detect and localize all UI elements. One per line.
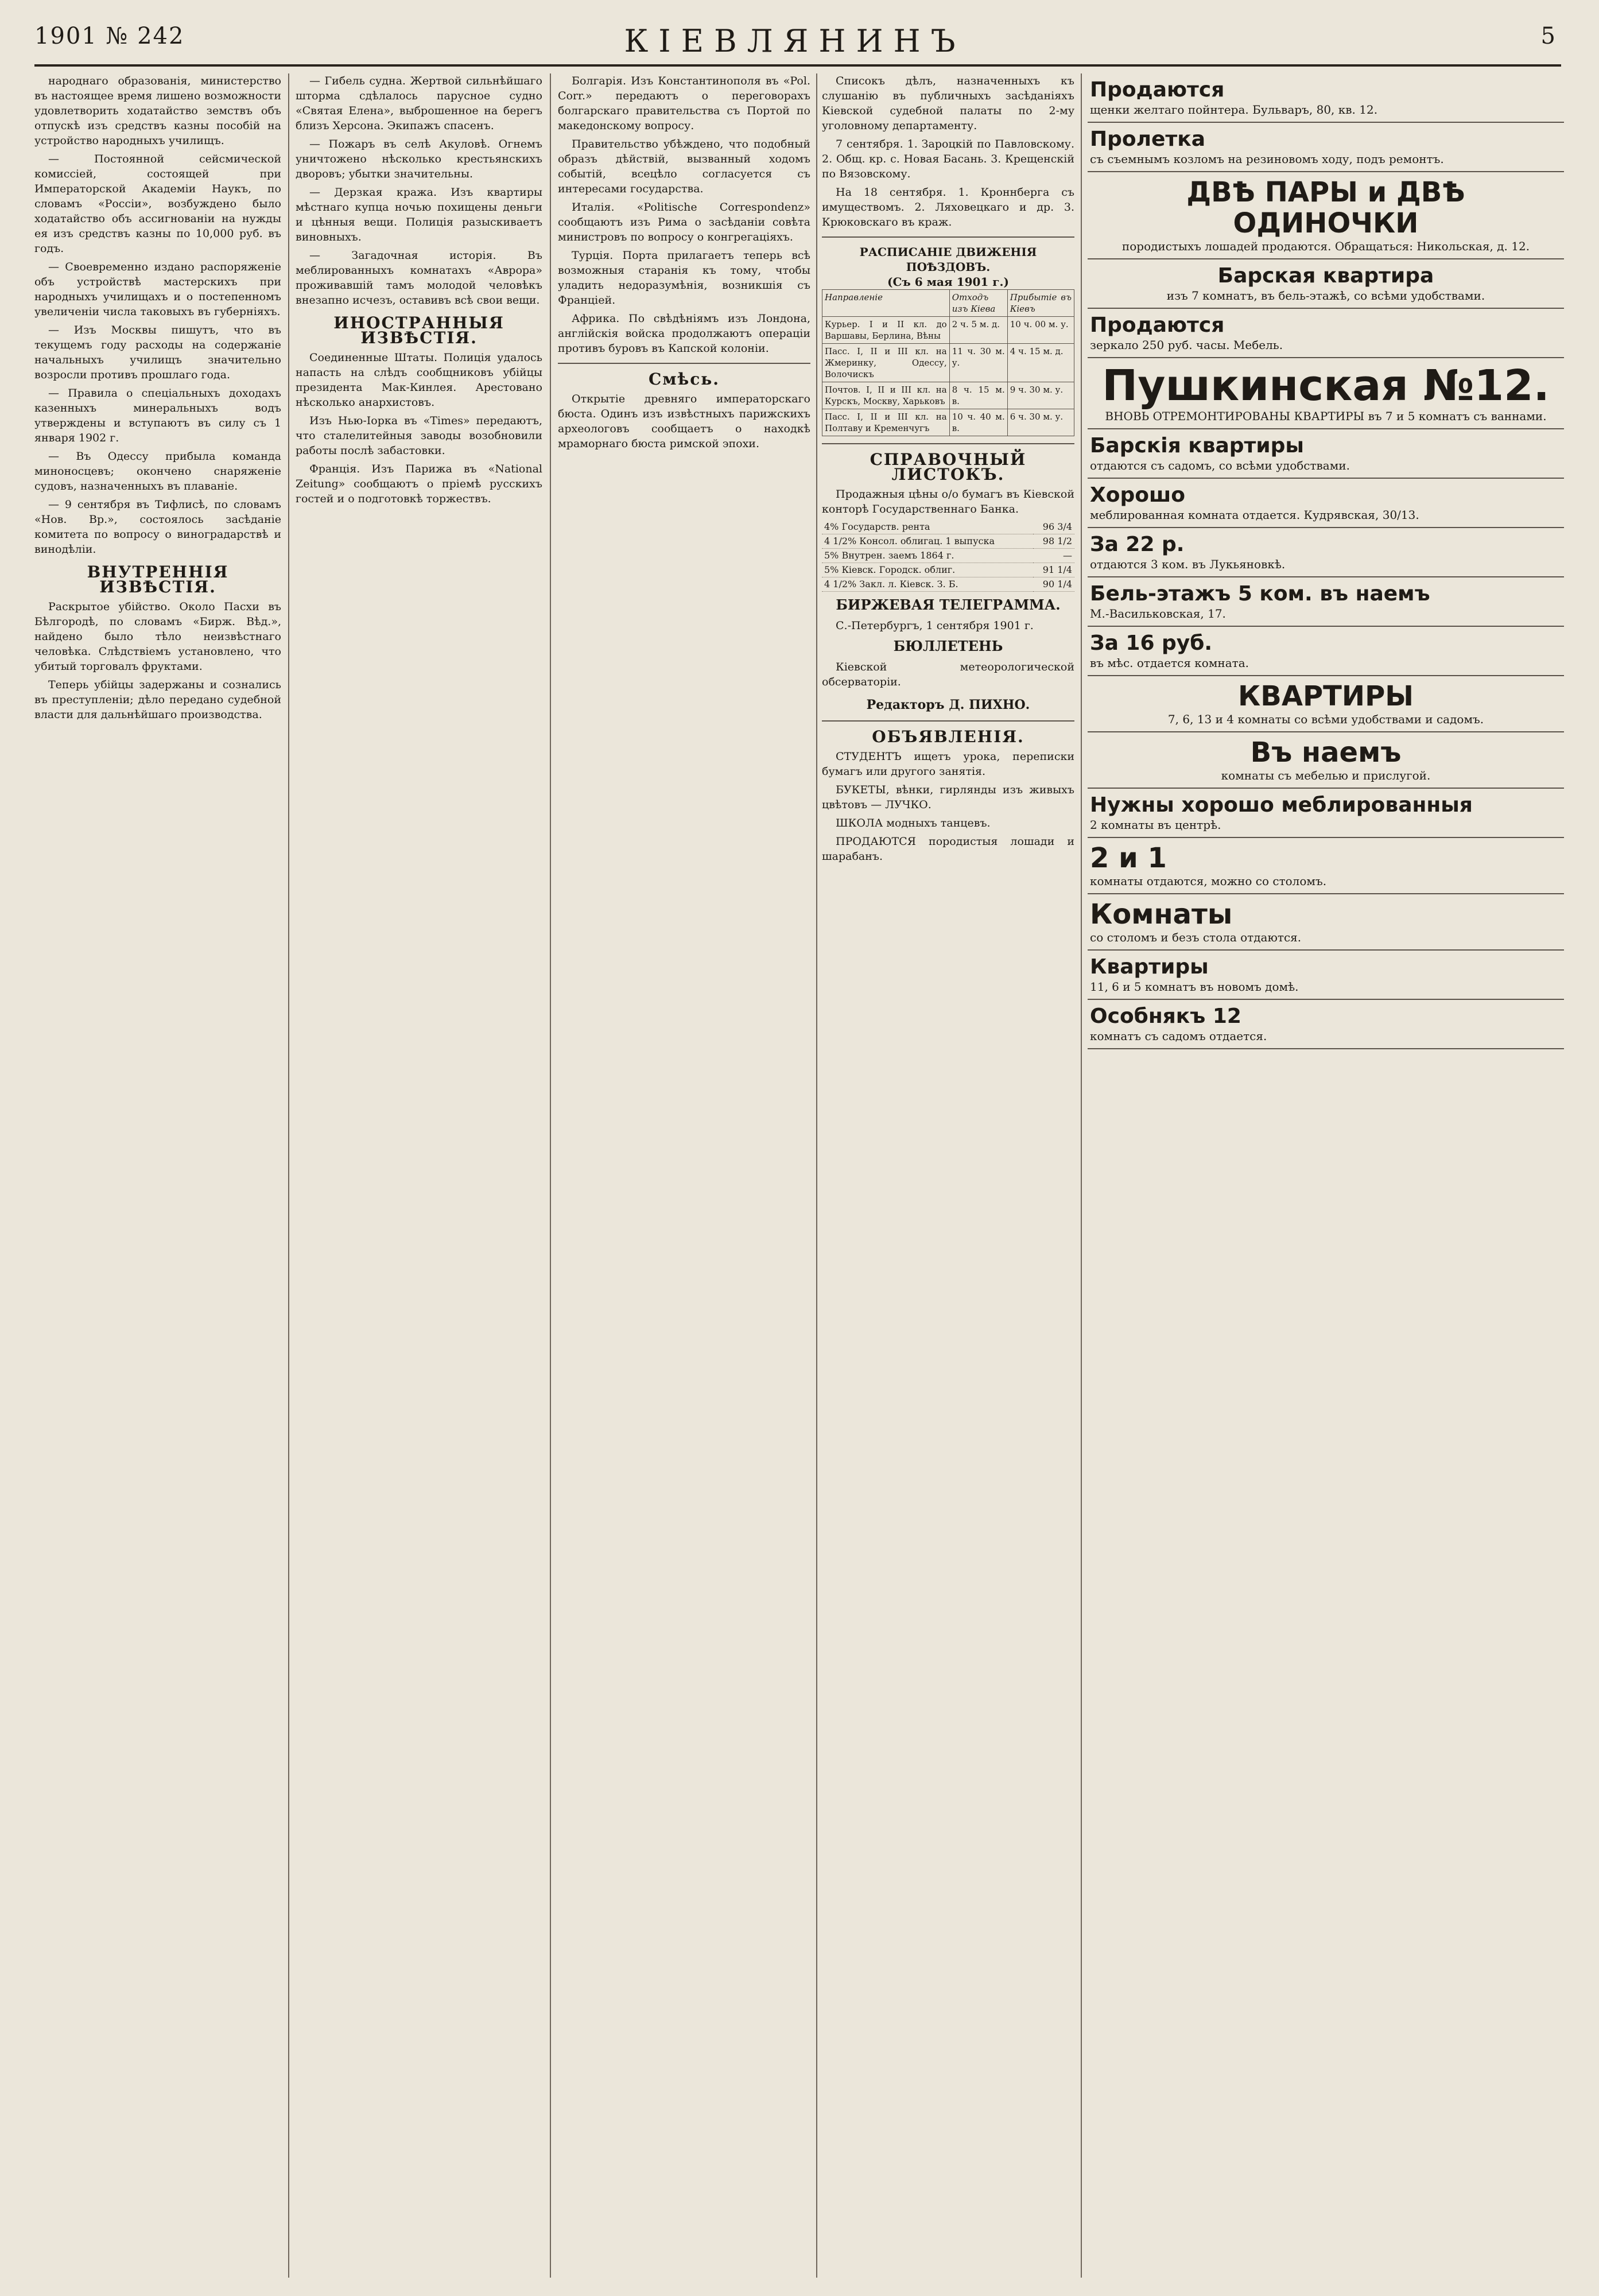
ad-block: [1088, 1000, 1564, 1049]
ad-text: со столомъ и безъ стола отдаются.: [1090, 930, 1302, 944]
timetable-cell: 11 ч. 30 м. у.: [949, 344, 1007, 382]
timetable-cell: Курьер. I и II кл. до Варшавы, Берлина, Вѣны: [822, 317, 950, 344]
column-1: [34, 73, 281, 2278]
paragraph: Соединенные Штаты. Полиція удалось напасть на слѣдъ сообщниковъ убійцы президента Мак-Кинлея. Арестовано нѣсколько анархистовъ.: [296, 351, 542, 409]
timetable-header: Направленіе: [822, 290, 950, 317]
newspaper-title: КІЕВЛЯНИНЪ: [624, 23, 966, 59]
paragraph: Африка. По свѣдѣніямъ изъ Лондона, англійскія войска продолжаютъ операціи противъ буровъ въ Капской колоніи.: [558, 312, 810, 355]
paragraph: Италія. «Politische Correspondenz» сообщаютъ изъ Рима о засѣданіи совѣта министровъ по вопросу о конгрегаціяхъ.: [558, 201, 810, 243]
timetable-cell: 8 ч. 15 м. в.: [949, 382, 1007, 409]
editor-signature: Редакторъ Д. ПИХНО.: [866, 697, 1030, 712]
paragraph: — Своевременно издано распоряженіе объ устройствѣ мастерскихъ при народныхъ училищахъ и о постепенномъ увеличеніи числа таковыхъ въ губерніяхъ.: [34, 261, 281, 318]
ad-headline: Хорошо: [1090, 483, 1185, 507]
timetable-cell: 10 ч. 40 м. в.: [949, 409, 1007, 436]
ad-block: [1088, 73, 1564, 123]
ad-text: 7, 6, 13 и 4 комнаты со всѣми удобствами и садомъ.: [1167, 712, 1484, 726]
ad-block: [1088, 309, 1564, 358]
ad-block: [1088, 894, 1564, 951]
ad-headline: Нужны хорошо меблированныя: [1090, 793, 1473, 817]
ad-headline: КВАРТИРЫ: [1238, 680, 1414, 712]
paragraph: — Пожаръ въ селѣ Акуловѣ. Огнемъ уничтожено нѣсколько крестьянскихъ дворовъ; убытки значительны.: [296, 138, 542, 180]
paragraph: Болгарія. Изъ Константинополя въ «Pol. Corr.» передаютъ о переговорахъ болгарскаго правительства съ Портой по македонскому вопросу.: [558, 75, 810, 132]
ad-block: [1088, 676, 1564, 732]
ad-headline: Комнаты: [1090, 898, 1233, 930]
ad-block: [1088, 358, 1564, 429]
paragraph: На 18 сентября. 1. Кроннберга съ имуществомъ. 2. Ляховецкаго и др. 3. Крюковскаго въ краж.: [822, 186, 1074, 228]
rate-label: 4 1/2% Консол. облигац. 1 выпуска: [822, 534, 1033, 549]
ad-headline: Бель-этажъ 5 ком. въ наемъ: [1090, 582, 1430, 606]
timetable-row: [822, 409, 1074, 436]
ad-headline: Квартиры: [1090, 955, 1209, 979]
section-title-domestic: ВНУТРЕННІЯ ИЗВѢСТІЯ.: [87, 563, 229, 596]
ad-block: [1088, 627, 1564, 676]
train-timetable: [822, 289, 1074, 436]
page-number: 5: [1540, 23, 1555, 49]
paragraph: народнаго образованія, министерство въ настоящее время лишено возможности удовлетворить ходатайство земствъ объ отпускѣ изъ средствъ казны пособій на устройство народныхъ училищъ.: [34, 75, 281, 147]
bond-rates-table: [822, 520, 1074, 592]
masthead: [34, 23, 1555, 63]
timetable-row: [822, 344, 1074, 382]
classified-ad: ШКОЛА модныхъ танцевъ.: [836, 817, 991, 829]
paragraph: Турція. Порта прилагаетъ теперь всѣ возможныя старанія къ тому, чтобы уладить недоразумѣнія, возникшія съ Франціей.: [558, 249, 810, 307]
ad-headline: Продаются: [1090, 313, 1225, 337]
timetable-cell: 6 ч. 30 м. у.: [1007, 409, 1074, 436]
ad-block: [1088, 951, 1564, 1000]
rate-row: [822, 520, 1074, 534]
column-divider: [550, 73, 551, 2278]
paragraph: Списокъ дѣлъ, назначенныхъ къ слушанію въ публичныхъ засѣданіяхъ Кіевской судебной палаты по 2-му уголовному департаменту.: [822, 75, 1074, 132]
exchange-telegram-title: БИРЖЕВАЯ ТЕЛЕГРАММА.: [836, 596, 1061, 613]
ad-text: въ мѣс. отдается комната.: [1090, 656, 1249, 670]
ad-block: [1088, 732, 1564, 789]
ad-text: изъ 7 комнатъ, въ бель-этажѣ, со всѣми удобствами.: [1166, 289, 1485, 302]
ad-headline: Пролетка: [1090, 127, 1206, 151]
ad-text: 2 комнаты въ центрѣ.: [1090, 818, 1221, 832]
paragraph: — Изъ Москвы пишутъ, что въ текущемъ году расходы на содержаніе начальныхъ училищъ значительно возросли противъ прошлаго года.: [34, 324, 281, 381]
rate-label: 4 1/2% Закл. л. Кіевск. З. Б.: [822, 577, 1033, 592]
ad-headline: Барскія квартиры: [1090, 434, 1304, 457]
timetable-cell: 10 ч. 00 м. у.: [1007, 317, 1074, 344]
ad-block: [1088, 259, 1564, 309]
ad-block: [1088, 479, 1564, 528]
paragraph: — Загадочная исторія. Въ меблированныхъ комнатахъ «Аврора» проживавшій тамъ молодой человѣкъ внезапно исчезъ, оставивъ всѣ свои вещи.: [296, 249, 542, 307]
column-2: [296, 73, 542, 2278]
ad-text: ВНОВЬ ОТРЕМОНТИРОВАНЫ КВАРТИРЫ въ 7 и 5 комнатъ съ ваннами.: [1105, 409, 1547, 423]
section-title-foreign: ИНОСТРАННЫЯ ИЗВѢСТІЯ.: [333, 313, 504, 347]
ad-text: отдаются 3 ком. въ Лукьяновкѣ.: [1090, 557, 1286, 571]
ad-text: щенки желтаго пойнтера. Бульваръ, 80, кв. 12.: [1090, 103, 1378, 117]
timetable-cell: 9 ч. 30 м. у.: [1007, 382, 1074, 409]
weather-bulletin-title: БЮЛЛЕТЕНЬ: [893, 638, 1003, 654]
ad-text: меблированная комната отдается. Кудрявская, 30/13.: [1090, 508, 1419, 522]
column-divider: [1081, 73, 1082, 2278]
rate-value: 96 3/4: [1033, 520, 1074, 534]
rate-value: 90 1/4: [1033, 577, 1074, 592]
timetable-title: РАСПИСАНІЕ ДВИЖЕНІЯ ПОѢЗДОВЪ.: [859, 245, 1037, 274]
rate-row: [822, 534, 1074, 549]
ad-headline: 2 и 1: [1090, 842, 1167, 874]
reference-sheet-title: СПРАВОЧНЫЙ ЛИСТОКЪ.: [870, 450, 1027, 484]
column-4: [822, 73, 1074, 2278]
paragraph: — Постоянной сейсмической комиссіей, состоящей при Императорской Академіи Наукъ, по словамъ «Россіи», возбуждено было ходатайство объ ассигнованіи на нужды ея изъ средствъ казны по 10,000 руб. въ годъ.: [34, 153, 281, 255]
ad-headline: За 22 р.: [1090, 533, 1185, 556]
ad-text: породистыхъ лошадей продаются. Обращаться: Никольская, д. 12.: [1121, 239, 1530, 253]
ad-text: съ съемнымъ козломъ на резиновомъ ходу, подъ ремонтъ.: [1090, 152, 1444, 166]
timetable-cell: 2 ч. 5 м. д.: [949, 317, 1007, 344]
timetable-subtitle: (Съ 6 мая 1901 г.): [887, 275, 1009, 289]
classified-ad: ПРОДАЮТСЯ породистыя лошади и шарабанъ.: [822, 835, 1074, 863]
rate-label: 4% Государств. рента: [822, 520, 1033, 534]
timetable-cell: Почтов. I, II и III кл. на Курскъ, Москву, Харьковъ: [822, 382, 950, 409]
paragraph: — 9 сентября въ Тифлисѣ, по словамъ «Нов. Вр.», состоялось засѣданіе комитета по вопросу о виноградарствѣ и винодѣліи.: [34, 498, 281, 556]
rate-row: [822, 563, 1074, 577]
issue-number: 1901 № 242: [34, 23, 185, 49]
rate-value: 91 1/4: [1033, 563, 1074, 577]
ad-text: комнаты съ мебелью и прислугой.: [1221, 769, 1431, 782]
ad-headline: ДВѢ ПАРЫ и ДВѢ ОДИНОЧКИ: [1186, 176, 1465, 239]
timetable-cell: Пасс. I, II и III кл. на Жмеринку, Одессу, Волочискъ: [822, 344, 950, 382]
rate-label: 5% Кіевск. Городск. облиг.: [822, 563, 1033, 577]
rate-label: 5% Внутрен. заемъ 1864 г.: [822, 549, 1033, 563]
paragraph: — Въ Одессу прибыла команда миноносцевъ; окончено снаряженіе судовъ, назначенныхъ въ плаваніе.: [34, 450, 281, 492]
ad-headline: Продаются: [1090, 78, 1225, 102]
ad-block: [1088, 838, 1564, 894]
rate-row: [822, 549, 1074, 563]
header-rule: [34, 64, 1561, 67]
timetable-cell: Пасс. I, II и III кл. на Полтаву и Кременчугъ: [822, 409, 950, 436]
paragraph: 7 сентября. 1. Зароцкій по Павловскому. 2. Общ. кр. с. Новая Басань. 3. Крещенскій по Вязовскому.: [822, 138, 1074, 180]
ad-headline: Въ наемъ: [1250, 736, 1402, 769]
column-3: [558, 73, 810, 2278]
section-rule: [558, 363, 810, 364]
ad-block: [1088, 123, 1564, 172]
advertisement-column: [1088, 73, 1564, 2278]
weather-bulletin-text: Кіевской метеорологической обсерваторіи.: [822, 661, 1074, 688]
rates-intro: Продажныя цѣны о/о бумагъ въ Кіевской конторѣ Государственнаго Банка.: [822, 488, 1074, 515]
paragraph: Раскрытое убійство. Около Пасхи въ Бѣлгородѣ, по словамъ «Бирж. Вѣд.», найдено было тѣло неизвѣстнаго человѣка. Слѣдствіемъ установлено, что убитый торговалъ фруктами.: [34, 600, 281, 673]
timetable-cell: 4 ч. 15 м. д.: [1007, 344, 1074, 382]
rate-value: 98 1/2: [1033, 534, 1074, 549]
paragraph: Теперь убійцы задержаны и сознались въ преступленіи; дѣло передано судебной власти для дальнѣйшаго производства.: [34, 678, 281, 721]
paragraph: Открытіе древняго императорскаго бюста. Одинъ изъ извѣстныхъ парижскихъ археологовъ сообщаетъ о находкѣ мраморнаго бюста римской эпохи.: [558, 393, 810, 450]
ad-block: [1088, 577, 1564, 627]
announcements-title: ОБЪЯВЛЕНІЯ.: [872, 727, 1024, 746]
timetable-header: Отходъ изъ Кіева: [949, 290, 1007, 317]
ad-block: [1088, 528, 1564, 577]
ad-block: [1088, 429, 1564, 479]
exchange-telegram-text: С.-Петербургъ, 1 сентября 1901 г.: [836, 619, 1034, 632]
paragraph: Франція. Изъ Парижа въ «National Zeitung» сообщаютъ о пріемѣ русскихъ гостей и о подготовкѣ торжествъ.: [296, 463, 542, 505]
ad-text: комнаты отдаются, можно со столомъ.: [1090, 874, 1327, 888]
rate-value: —: [1033, 549, 1074, 563]
ad-text: М.-Васильковская, 17.: [1090, 607, 1226, 620]
ad-text: комнатъ съ садомъ отдается.: [1090, 1029, 1267, 1043]
paragraph: Правительство убѣждено, что подобный образъ дѣйствій, вызванный ходомъ событій, всецѣло согласуется съ интересами государства.: [558, 138, 810, 195]
section-title-miscellany: Смѣсь.: [648, 370, 720, 389]
ad-headline: Пушкинская №12.: [1102, 361, 1550, 410]
timetable-row: [822, 317, 1074, 344]
ad-headline: Особнякъ 12: [1090, 1004, 1241, 1028]
ad-headline: Барская квартира: [1217, 264, 1434, 288]
column-divider: [288, 73, 289, 2278]
classified-ad: СТУДЕНТЪ ищетъ урока, переписки бумагъ или другого занятія.: [822, 750, 1074, 778]
section-rule: [822, 236, 1074, 238]
classified-ad: БУКЕТЫ, вѣнки, гирлянды изъ живыхъ цвѣтовъ — ЛУЧКО.: [822, 784, 1074, 811]
rate-row: [822, 577, 1074, 592]
ad-headline: За 16 руб.: [1090, 631, 1213, 655]
timetable-header-row: [822, 290, 1074, 317]
ad-block: [1088, 172, 1564, 259]
ad-block: [1088, 789, 1564, 838]
column-divider: [816, 73, 817, 2278]
ad-text: отдаются съ садомъ, со всѣми удобствами.: [1090, 459, 1350, 472]
ad-text: зеркало 250 руб. часы. Мебель.: [1090, 338, 1283, 352]
paragraph: — Дерзкая кража. Изъ квартиры мѣстнаго купца ночью похищены деньги и цѣнныя вещи. Полиція разыскиваетъ виновныхъ.: [296, 186, 542, 243]
section-rule: [822, 720, 1074, 722]
timetable-row: [822, 382, 1074, 409]
ad-text: 11, 6 и 5 комнатъ въ новомъ домѣ.: [1090, 980, 1299, 994]
timetable-header: Прибытіе въ Кіевъ: [1007, 290, 1074, 317]
paragraph: — Гибель судна. Жертвой сильнѣйшаго шторма сдѣлалось парусное судно «Святая Елена», выброшенное на берегъ близъ Херсона. Экипажъ спасенъ.: [296, 75, 542, 132]
paragraph: — Правила о спеціальныхъ доходахъ казенныхъ минеральныхъ водъ утверждены и вступаютъ въ силу съ 1 января 1902 г.: [34, 387, 281, 444]
section-rule: [822, 443, 1074, 444]
paragraph: Изъ Нью-Іорка въ «Times» передаютъ, что сталелитейныя заводы возобновили работы послѣ забастовки.: [296, 414, 542, 457]
